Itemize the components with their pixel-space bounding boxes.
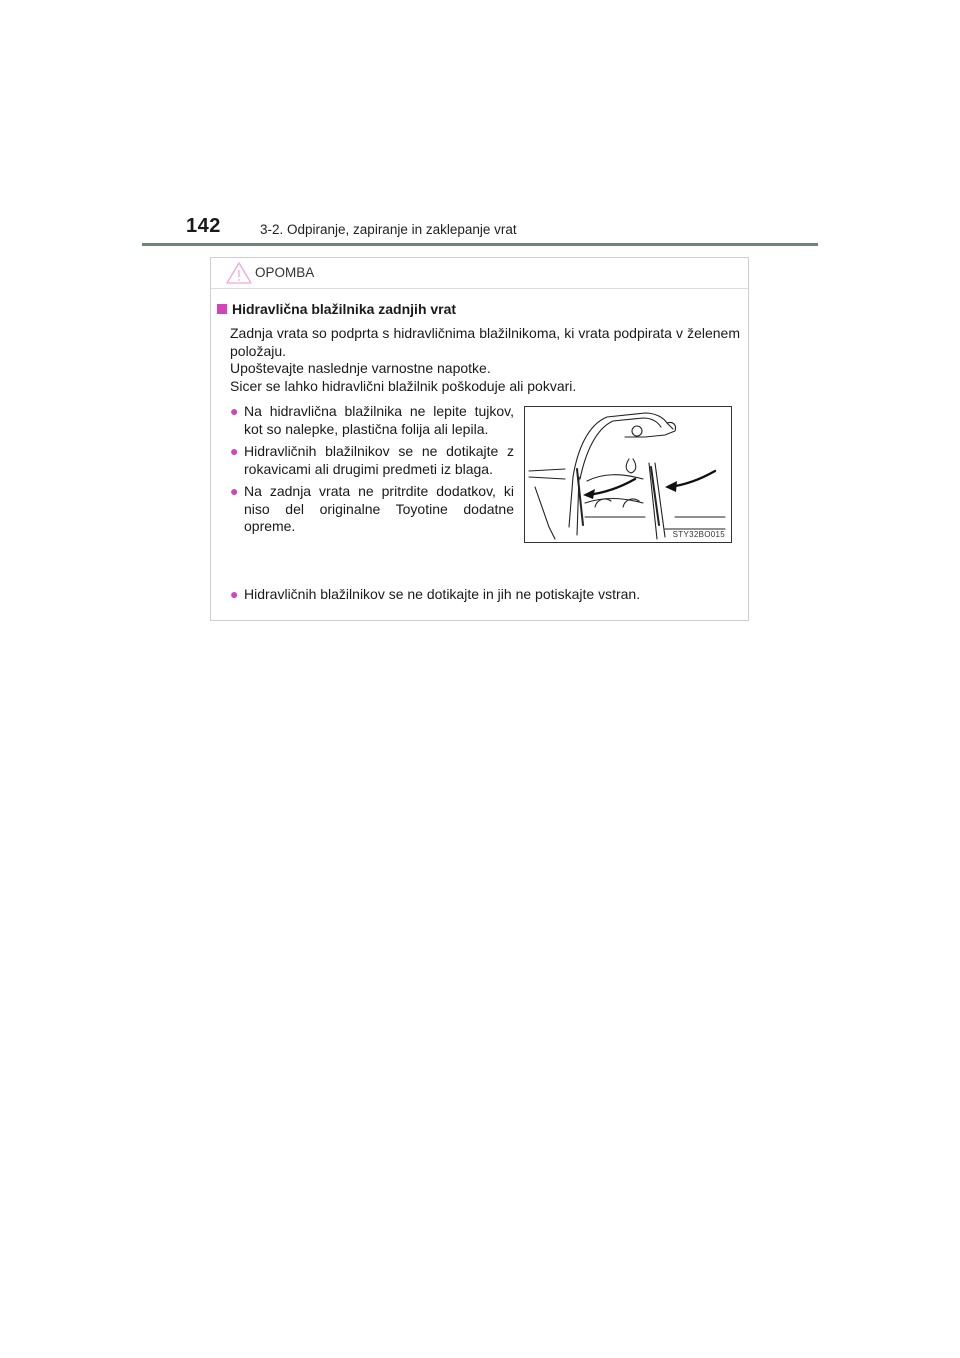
circle-bullet-icon: ● bbox=[230, 403, 239, 419]
list-item-text: Na hidravlična blažilnika ne lepite tujkov, kot so nalepke, plastična folija ali lepila. bbox=[244, 403, 514, 437]
square-bullet-icon bbox=[217, 304, 227, 314]
intro-line: Zadnja vrata so podprta s hidravličnima blažilnikoma, ki vrata podpirata v želenem položaju. bbox=[230, 325, 740, 359]
list-item-text: Hidravličnih blažilnikov se ne dotikajte z rokavicami ali drugimi predmeti iz blaga. bbox=[244, 443, 514, 477]
notice-header bbox=[211, 258, 748, 289]
circle-bullet-icon: ● bbox=[230, 483, 239, 499]
list-item-text: Na zadnja vrata ne pritrdite dodatkov, ki niso del originalne Toyotine dodatne opreme. bbox=[244, 483, 514, 534]
header-rule bbox=[142, 243, 818, 246]
subheading bbox=[217, 301, 456, 317]
circle-bullet-icon: ● bbox=[230, 443, 239, 459]
section-title: 3-2. Odpiranje, zapiranje in zaklepanje vrat bbox=[260, 222, 517, 237]
tailgate-figure bbox=[524, 406, 732, 543]
list-item bbox=[230, 586, 740, 604]
figure-code: STY32BO015 bbox=[672, 530, 725, 539]
list-item bbox=[230, 403, 514, 438]
intro-line: Sicer se lahko hidravlični blažilnik poškoduje ali pokvari. bbox=[230, 377, 577, 394]
list-item bbox=[230, 443, 514, 478]
warning-triangle-icon bbox=[225, 261, 253, 285]
page-number: 142 bbox=[186, 215, 221, 237]
intro-line: Upoštevajte naslednje varnostne napotke. bbox=[230, 360, 491, 376]
subheading-text: Hidravlična blažilnika zadnjih vrat bbox=[232, 301, 457, 317]
bullet-list bbox=[230, 403, 514, 541]
circle-bullet-icon: ● bbox=[230, 586, 239, 602]
list-item bbox=[230, 483, 514, 536]
notice-box bbox=[210, 257, 749, 621]
list-item-text: Hidravličnih blažilnikov se ne dotikajte in jih ne potiskajte vstran. bbox=[244, 586, 641, 602]
tailgate-illustration bbox=[525, 407, 731, 542]
notice-label: OPOMBA bbox=[255, 265, 315, 280]
intro-text bbox=[230, 325, 740, 395]
